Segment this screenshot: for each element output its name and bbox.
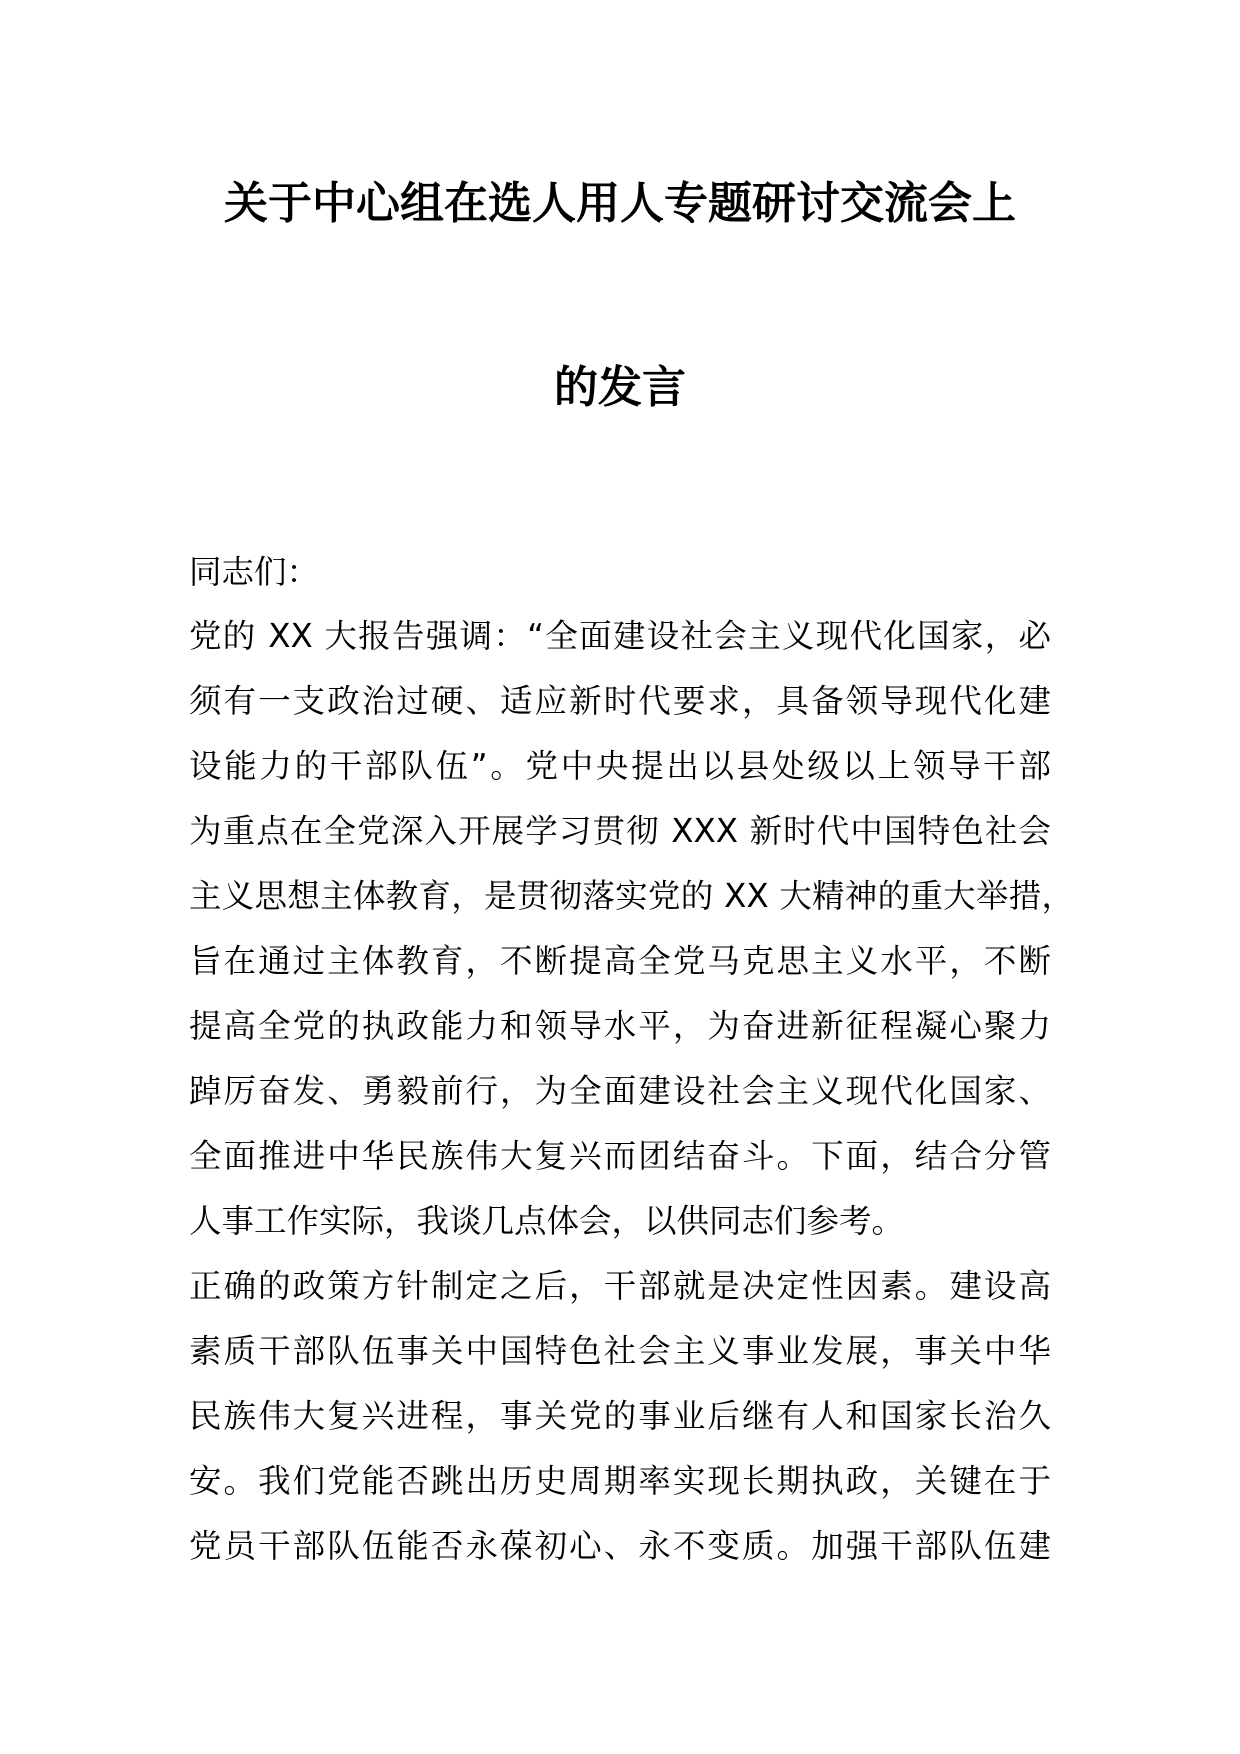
paragraph-2-line: 民族伟大复兴进程，事关党的事业后继有人和国家长治久	[189, 1397, 1051, 1435]
paragraph-2-line: 安。我们党能否跳出历史周期率实现长期执政，关键在于	[189, 1462, 1051, 1500]
paragraph-2-line: 正确的政策方针制定之后，干部就是决定性因素。建设高	[189, 1267, 1051, 1305]
document-title-line-1: 关于中心组在选人用人专题研讨交流会上	[224, 178, 1016, 229]
paragraph-2-line: 素质干部队伍事关中国特色社会主义事业发展，事关中华	[189, 1332, 1051, 1370]
paragraph-1-line: 党的 XX 大报告强调：“全面建设社会主义现代化国家，必	[189, 617, 1051, 655]
paragraph-2-line: 党员干部队伍能否永葆初心、永不变质。加强干部队伍建	[189, 1527, 1051, 1565]
paragraph-1-line: 须有一支政治过硬、适应新时代要求，具备领导现代化建	[189, 682, 1051, 720]
paragraph-1-line: 提高全党的执政能力和领导水平，为奋进新征程凝心聚力	[189, 1007, 1051, 1045]
salutation: 同志们：	[189, 553, 320, 591]
paragraph-1-line: 全面推进中华民族伟大复兴而团结奋斗。下面，结合分管	[189, 1137, 1051, 1175]
paragraph-1-line: 旨在通过主体教育，不断提高全党马克思主义水平，不断	[189, 942, 1051, 980]
paragraph-1-line: 踔厉奋发、勇毅前行，为全面建设社会主义现代化国家、	[189, 1072, 1051, 1110]
document-title-line-2: 的发言	[554, 362, 686, 413]
paragraph-1-line: 人事工作实际，我谈几点体会，以供同志们参考。	[189, 1202, 905, 1240]
paragraph-1-line: 为重点在全党深入开展学习贯彻 XXX 新时代中国特色社会	[189, 812, 1051, 850]
paragraph-1-line: 主义思想主体教育，是贯彻落实党的 XX 大精神的重大举措，	[189, 877, 1074, 915]
paragraph-1-line: 设能力的干部队伍”。党中央提出以县处级以上领导干部	[189, 747, 1051, 785]
